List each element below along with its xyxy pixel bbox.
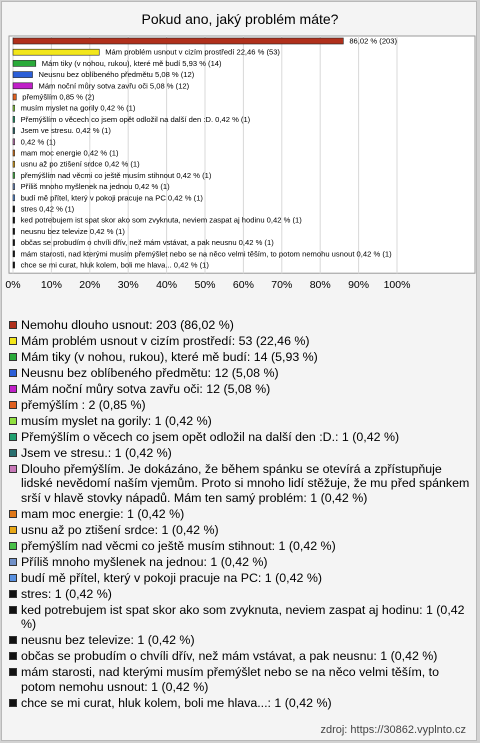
- legend-item: [8, 603, 476, 632]
- legend-label: stres: 1 (0,42 %): [21, 586, 112, 601]
- legend-label: Příliš mnoho myšlenek na jednou: 1 (0,42 %): [21, 554, 268, 569]
- legend-label: Jsem ve stresu.: 1 (0,42 %): [21, 446, 172, 460]
- chart-title: Pokud ano, jaký problém máte?: [141, 11, 339, 27]
- legend-swatch: [9, 590, 17, 598]
- bar-label: chce se mi curat, hluk kolem, boli me hlava... 0,42 % (1): [20, 260, 209, 270]
- bar: [13, 228, 15, 234]
- bar-label: stres 0,42 % (1): [20, 204, 75, 214]
- legend-swatch: [9, 606, 17, 614]
- bar-label: Mám tiky (v nohou, rukou), které mě budí 5,93 % (14): [41, 58, 222, 68]
- bar-label: Příliš mnoho myšlenek na jednou 0,42 % (1): [20, 182, 170, 192]
- legend-swatch: [9, 385, 17, 393]
- x-tick-label: 90%: [348, 279, 370, 292]
- legend-swatch: [9, 542, 17, 550]
- legend-label: občas se probudím o chvíli dřív, než mám vstávat, a pak neusnu: 1 (0,42 %): [21, 649, 438, 664]
- bar-label: neusnu bez televize 0,42 % (1): [20, 226, 125, 236]
- legend-label: budí mě přítel, který v pokoji pracuje na PC: 1 (0,42 %): [21, 570, 322, 585]
- legend-label: Nemohu dlouho usnout: 203 (86,02 %): [21, 318, 234, 332]
- legend-item: [8, 382, 476, 396]
- x-tick-label: 50%: [194, 279, 216, 292]
- legend-swatch: [9, 558, 17, 566]
- legend-label: přemýšlím : 2 (0,85 %): [21, 398, 146, 412]
- legend-label: neusnu bez televize: 1 (0,42 %): [21, 633, 195, 648]
- legend-swatch: [9, 510, 17, 518]
- legend-swatch: [9, 652, 17, 660]
- legend-item: [8, 366, 476, 380]
- legend-swatch: [9, 401, 17, 409]
- bar: [13, 139, 15, 145]
- bar: [13, 116, 15, 122]
- bar: [13, 206, 15, 212]
- bar-label: budí mě přítel, který v pokoji pracuje na PC 0,42 % (1): [20, 193, 203, 203]
- legend-item: [8, 539, 476, 553]
- legend-swatch: [9, 636, 17, 644]
- bar-chart: [5, 36, 475, 292]
- legend-item: [8, 523, 476, 537]
- legend-swatch: [9, 449, 17, 457]
- legend-label: Mám noční můry sotva zavřu oči: 12 (5,08 %): [21, 382, 271, 396]
- x-tick-label: 70%: [271, 279, 293, 292]
- legend-label: chce se mi curat, hluk kolem, boli me hlava...: 1 (0,42 %): [21, 695, 332, 710]
- bar: [13, 240, 15, 246]
- bar: [13, 83, 33, 89]
- legend-label: Mám tiky (v nohou, rukou), které mě budí: 14 (5,93 %): [21, 350, 318, 364]
- bar-label: ked potrebujem ist spat skor ako som zvyknuta, neviem zaspat aj hodinu 0,42 % (1): [20, 215, 302, 225]
- legend-swatch: [9, 369, 17, 377]
- legend-swatch: [9, 465, 17, 473]
- bar-label: mám starosti, nad kterými musím přemýšlet nebo se na něco velmi těším, to potom nemohu usnout 0,42 % (1): [20, 249, 392, 259]
- bar-label: Jsem ve stresu. 0,42 % (1): [20, 126, 111, 136]
- x-tick-label: 10%: [40, 279, 62, 292]
- bar: [13, 38, 343, 44]
- bar-label: Mám noční můry sotva zavřu oči 5,08 % (12): [38, 81, 190, 91]
- legend-label: Mám problém usnout v cizím prostředí: 53 (22,46 %): [21, 334, 310, 348]
- legend-label: Neusnu bez oblíbeného předmětu: 12 (5,08 %): [21, 366, 279, 380]
- legend-item: [8, 398, 476, 412]
- bar: [13, 49, 99, 55]
- bar: [13, 184, 15, 190]
- legend-swatch: [9, 337, 17, 345]
- bar-label: přemýšlím nad věcmi co ještě musím stihnout 0,42 % (1): [20, 170, 212, 180]
- x-tick-label: 20%: [79, 279, 101, 292]
- legend-label: Přemýšlím o věcech co jsem opět odložil na další den :D.: 1 (0,42 %): [21, 430, 400, 444]
- legend-item: [8, 430, 476, 444]
- bar-label: 86,02 % (203): [349, 36, 398, 46]
- legend-swatch: [9, 699, 17, 707]
- legend-swatch: [9, 668, 17, 676]
- bar: [13, 150, 15, 156]
- bar: [13, 195, 15, 201]
- bar: [13, 60, 36, 66]
- bar: [13, 128, 15, 134]
- chart-legend: [8, 318, 476, 712]
- legend-swatch: [9, 526, 17, 534]
- legend-item: [8, 446, 476, 460]
- source-credit: zdroj: https://30862.vyplnto.cz: [320, 724, 466, 736]
- bar-label: 0,42 % (1): [20, 137, 56, 147]
- bar: [13, 94, 16, 100]
- legend-item: [8, 507, 476, 521]
- legend-label: musím myslet na gorily: 1 (0,42 %): [21, 414, 212, 428]
- x-tick-label: 0%: [5, 279, 21, 292]
- legend-swatch: [9, 353, 17, 361]
- bar: [13, 105, 15, 111]
- legend-swatch: [9, 321, 17, 329]
- legend-item: [8, 318, 476, 332]
- legend-swatch: [9, 417, 17, 425]
- bar-label: mam moc energie 0,42 % (1): [20, 148, 119, 158]
- legend-item: [8, 633, 476, 647]
- legend-item: [8, 555, 476, 569]
- bar: [13, 251, 15, 257]
- bar: [13, 217, 15, 223]
- x-tick-label: 100%: [383, 279, 411, 292]
- legend-item: [8, 350, 476, 364]
- x-tick-label: 40%: [156, 279, 178, 292]
- x-tick-label: 60%: [232, 279, 254, 292]
- bar: [13, 72, 33, 78]
- legend-label: Dlouho přemýšlím. Je dokázáno, že během spánku se otevírá a zpřístupňuje lidské nevědomí naším vjemům. Proto si mnoho lidí stěžuje, že mu před spánkem srší v hlavě stovky nápadů. Mám ten samý problém: 1 (0,42 %): [21, 462, 470, 505]
- bar-label: Mám problém usnout v cizím prostředí 22,46 % (53): [105, 47, 280, 57]
- legend-label: mam moc energie: 1 (0,42 %): [21, 506, 185, 521]
- bar-label: usnu až po ztišení srdce 0,42 % (1): [20, 159, 140, 169]
- legend-label: mám starosti, nad kterými musím přemýšlet nebo se na něco velmi těším, to potom nemohu usnout: 1 (0,42 %): [21, 665, 439, 694]
- legend-swatch: [9, 574, 17, 582]
- bar: [13, 161, 15, 167]
- bar-label: občas se probudím o chvíli dřív, než mám vstávat, a pak neusnu 0,42 % (1): [20, 238, 274, 248]
- legend-item: [8, 649, 476, 663]
- x-tick-label: 80%: [309, 279, 331, 292]
- bar-label: musím myslet na gorily 0,42 % (1): [20, 103, 136, 113]
- x-tick-label: 30%: [117, 279, 139, 292]
- bar-label: přemýšlím 0,85 % (2): [22, 92, 95, 102]
- bar: [13, 172, 15, 178]
- chart-frame: [1, 1, 477, 741]
- legend-label: ked potrebujem ist spat skor ako som zvyknuta, neviem zaspat aj hodinu: 1 (0,42 %): [21, 602, 465, 632]
- bar-label: Přemýšlím o věcech co jsem opět odložil na další den :D. 0,42 % (1): [20, 114, 251, 124]
- bar: [13, 262, 15, 268]
- legend-item: [8, 696, 476, 710]
- legend-item: [8, 571, 476, 585]
- legend-item: [8, 665, 476, 694]
- legend-item: [8, 334, 476, 348]
- legend-item: [8, 462, 476, 505]
- legend-item: [8, 587, 476, 601]
- legend-item: [8, 414, 476, 428]
- legend-swatch: [9, 433, 17, 441]
- legend-label: přemýšlím nad věcmi co ještě musím stihnout: 1 (0,42 %): [21, 538, 336, 553]
- bar-label: Neusnu bez oblíbeného předmětu 5,08 % (12): [38, 70, 195, 80]
- legend-label: usnu až po ztišení srdce: 1 (0,42 %): [21, 522, 219, 537]
